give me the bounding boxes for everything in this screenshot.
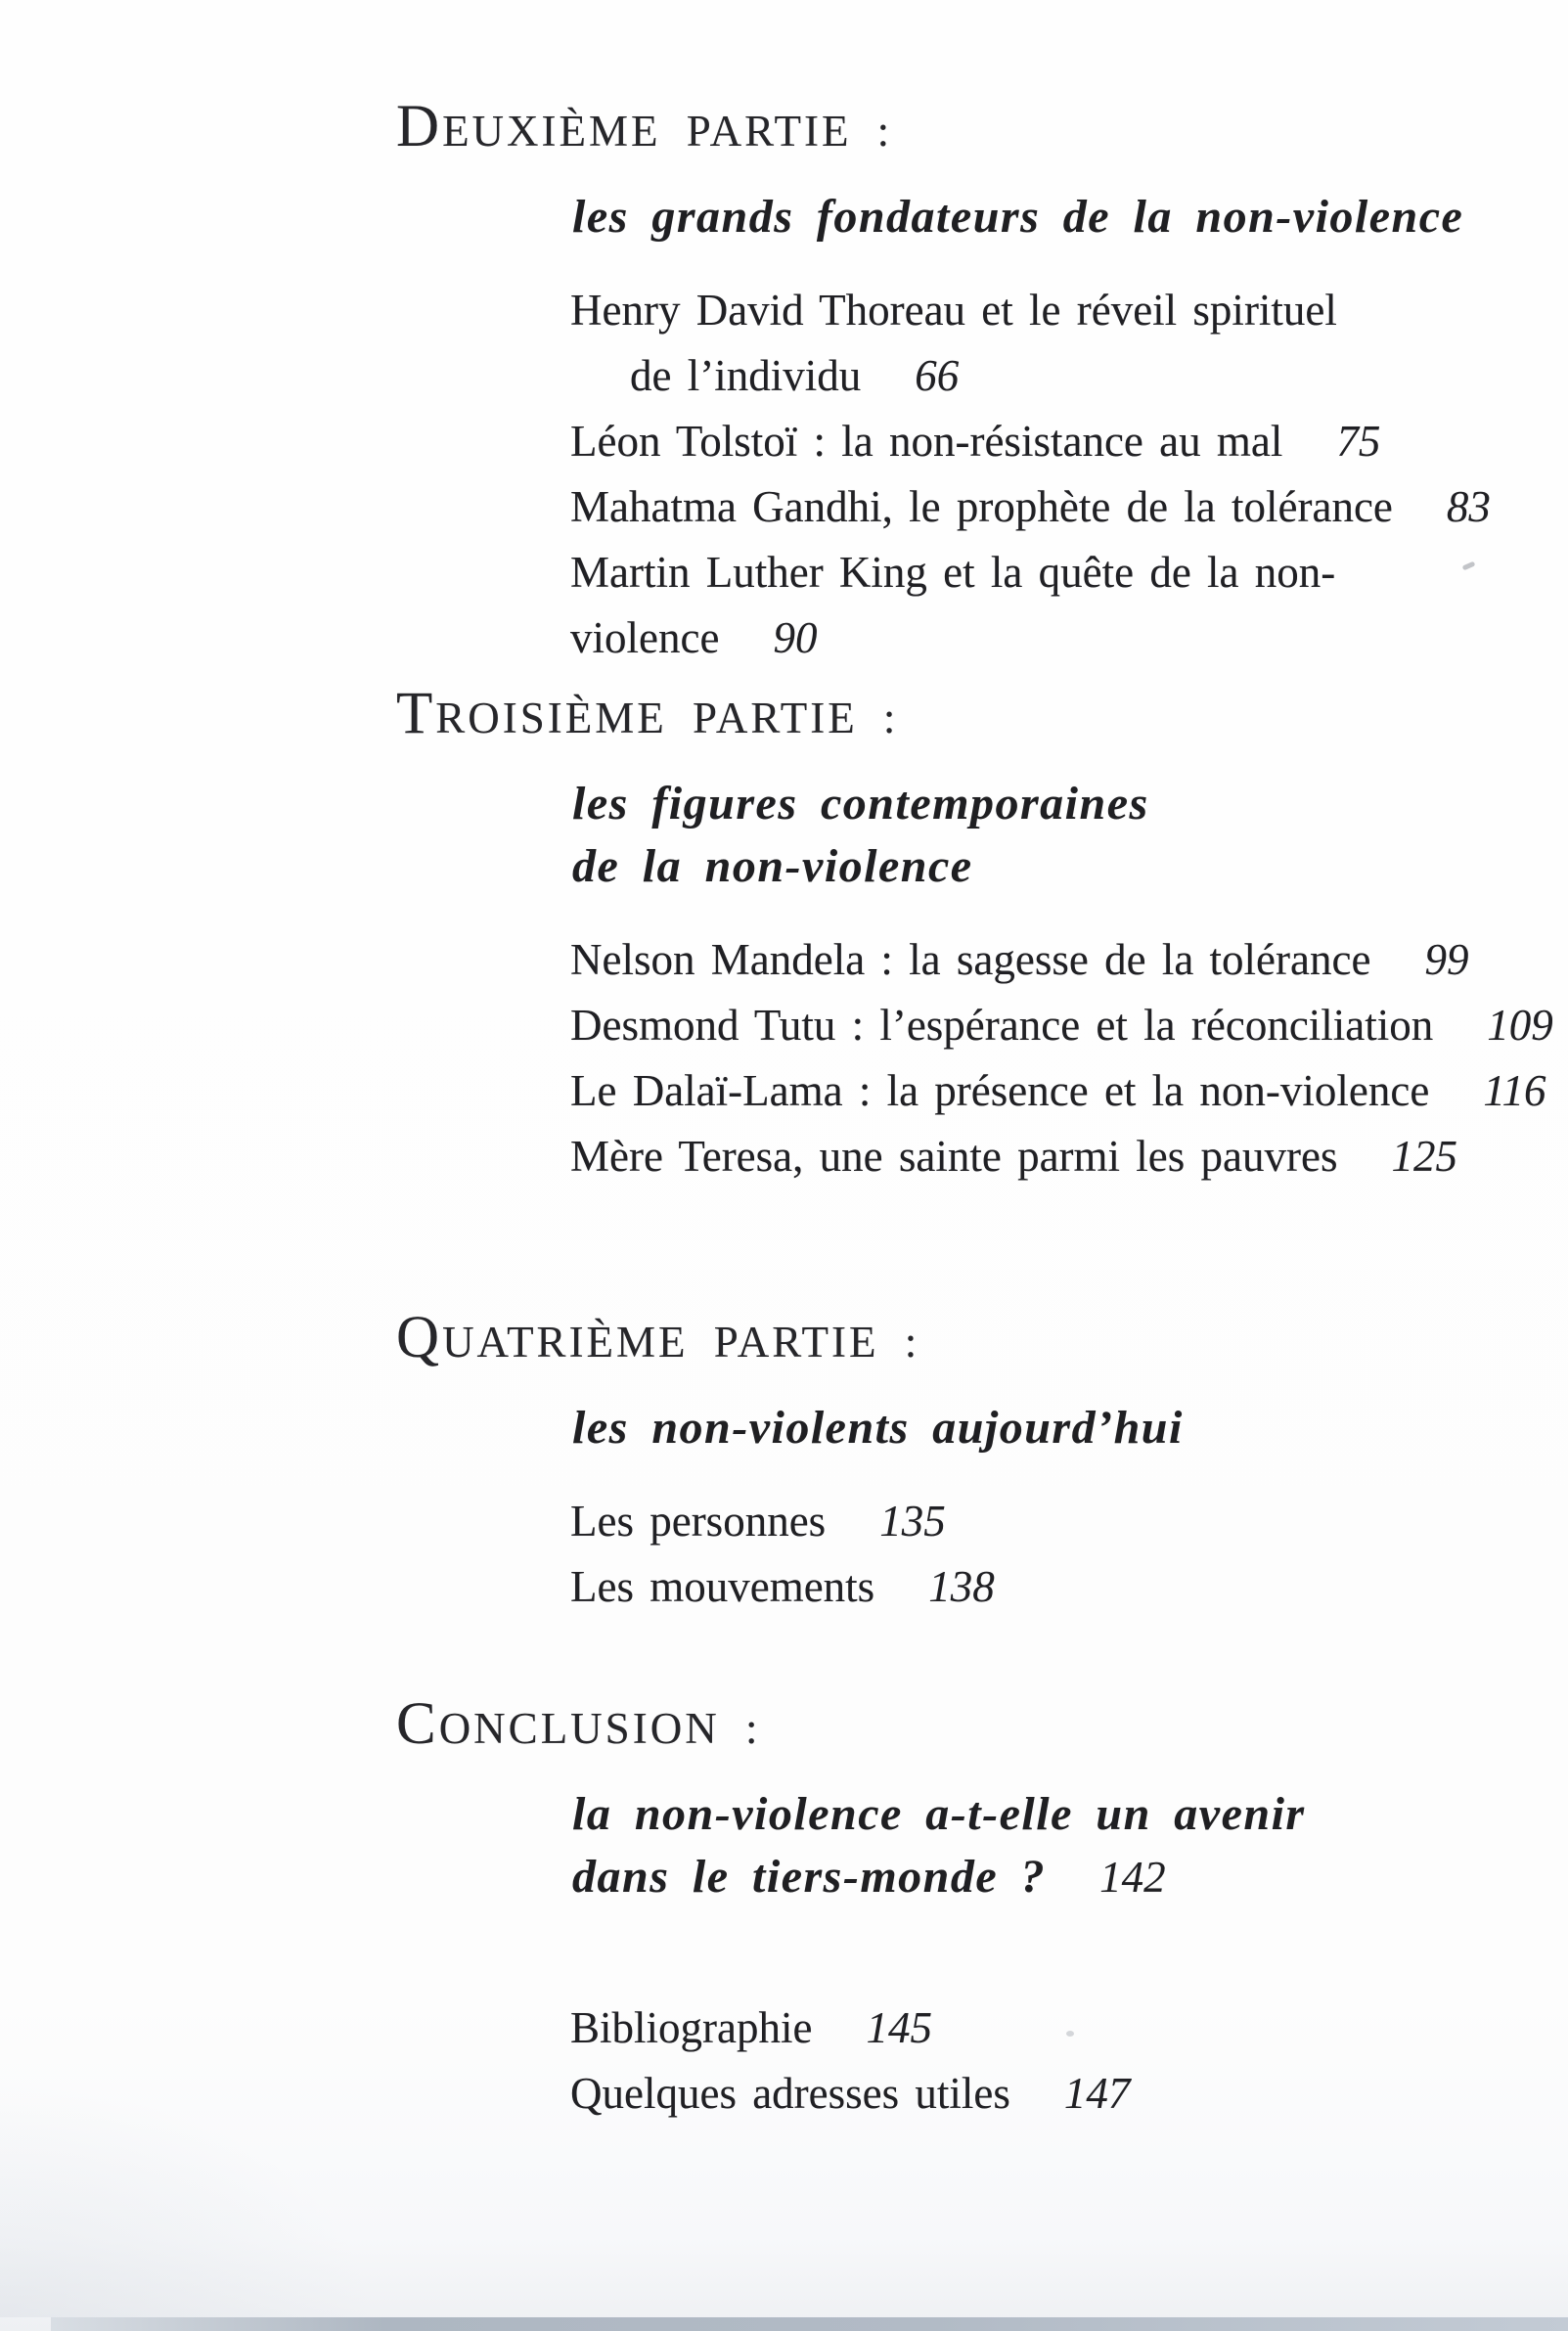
- toc-entries: [570, 927, 1568, 1189]
- toc-entry: [570, 1124, 1568, 1189]
- toc-entries: [570, 1995, 1568, 2127]
- subtitle-line: de la non-violence: [572, 840, 973, 892]
- subtitle-text: dans le tiers-monde ?: [572, 1851, 1047, 1903]
- subtitle-line: les figures contemporaines: [572, 778, 1149, 829]
- page-number: 147: [1063, 2069, 1131, 2118]
- section-annexes: [0, 1995, 1568, 2127]
- page-number: 83: [1446, 482, 1491, 531]
- toc-entry-text: [570, 927, 1568, 993]
- entry-title: Desmond Tutu : l’espérance et la réconciliation: [570, 1001, 1434, 1050]
- toc-entry: [570, 1058, 1568, 1124]
- entry-title: Quelques adresses utiles: [570, 2069, 1010, 2118]
- toc-entry: [570, 1995, 1568, 2061]
- entry-title: Nelson Mandela : la sagesse de la tolérance: [570, 935, 1371, 984]
- entry-title: Mère Teresa, une sainte parmi les pauvres: [570, 1132, 1338, 1181]
- section-deuxieme-partie: [0, 94, 1568, 671]
- subtitle-line: les non-violents aujourd’hui: [572, 1402, 1184, 1454]
- toc-entry: [570, 278, 1568, 409]
- toc-entry-text: [570, 1554, 1568, 1620]
- entry-title: Henry David Thoreau et le réveil spirituel: [570, 286, 1337, 335]
- toc-entry-text: [570, 1489, 1568, 1554]
- subtitle-line: la non-violence a-t-elle un avenir: [572, 1788, 1306, 1840]
- page-number: 90: [773, 613, 818, 662]
- part-subtitle: [572, 1783, 1568, 1908]
- section-troisieme-partie: [0, 681, 1568, 1189]
- toc-entries: [570, 1489, 1568, 1620]
- entry-title: Les personnes: [570, 1497, 827, 1546]
- section-conclusion: [0, 1691, 1568, 1908]
- part-subtitle: [572, 773, 1568, 898]
- toc-entry: [570, 927, 1568, 993]
- page-number: 125: [1391, 1132, 1457, 1181]
- page-number: 109: [1487, 1001, 1553, 1050]
- toc-entry-text: [570, 278, 1568, 343]
- section-quatrieme-partie: [0, 1305, 1568, 1620]
- page-number: 142: [1099, 1853, 1166, 1902]
- subtitle-line: les grands fondateurs de la non-violence: [572, 191, 1464, 243]
- part-heading: DEUXIÈME PARTIE :: [396, 94, 893, 159]
- toc-entries: [570, 278, 1568, 671]
- entry-title: Martin Luther King et la quête de la non-violence: [570, 548, 1336, 662]
- page-number: 66: [915, 351, 960, 400]
- toc-entry-text: [570, 1124, 1568, 1189]
- page-number: 135: [879, 1497, 946, 1546]
- toc-entry-text: [570, 2061, 1568, 2127]
- scan-bottom-edge: [51, 2317, 1568, 2331]
- part-heading: QUATRIÈME PARTIE :: [396, 1305, 920, 1370]
- subtitle-line: [572, 1846, 1568, 1908]
- page-number: 99: [1424, 935, 1469, 984]
- toc-entry-text: [570, 540, 1568, 671]
- toc-entry: [570, 474, 1568, 540]
- entry-title: Mahatma Gandhi, le prophète de la tolérance: [570, 482, 1393, 531]
- part-heading: CONCLUSION :: [396, 1691, 761, 1757]
- entry-title: Bibliographie: [570, 2003, 813, 2052]
- toc-entry-text: [570, 474, 1568, 540]
- part-subtitle: [572, 1397, 1568, 1459]
- page-number: 116: [1483, 1066, 1546, 1115]
- page-number: 75: [1336, 417, 1381, 466]
- entry-title: Le Dalaï-Lama : la présence et la non-violence: [570, 1066, 1430, 1115]
- toc-entry: [570, 2061, 1568, 2127]
- toc-entry: [570, 540, 1568, 671]
- toc-entry: [570, 409, 1568, 474]
- toc-entry-text: [570, 1058, 1568, 1124]
- part-heading: TROISIÈME PARTIE :: [396, 681, 899, 746]
- toc-entry: [570, 993, 1568, 1058]
- page-number: 145: [866, 2003, 932, 2052]
- part-subtitle: [572, 186, 1568, 248]
- toc-entry-text: [630, 343, 1568, 409]
- toc-entry: [570, 1554, 1568, 1620]
- toc-entry-text: [570, 993, 1568, 1058]
- entry-title: Les mouvements: [570, 1562, 875, 1611]
- entry-title: de l’individu: [630, 351, 862, 400]
- toc-entry-text: [570, 1995, 1568, 2061]
- toc-entry: [570, 1489, 1568, 1554]
- page-number: 138: [928, 1562, 995, 1611]
- toc-entry-text: [570, 409, 1568, 474]
- entry-title: Léon Tolstoï : la non-résistance au mal: [570, 417, 1283, 466]
